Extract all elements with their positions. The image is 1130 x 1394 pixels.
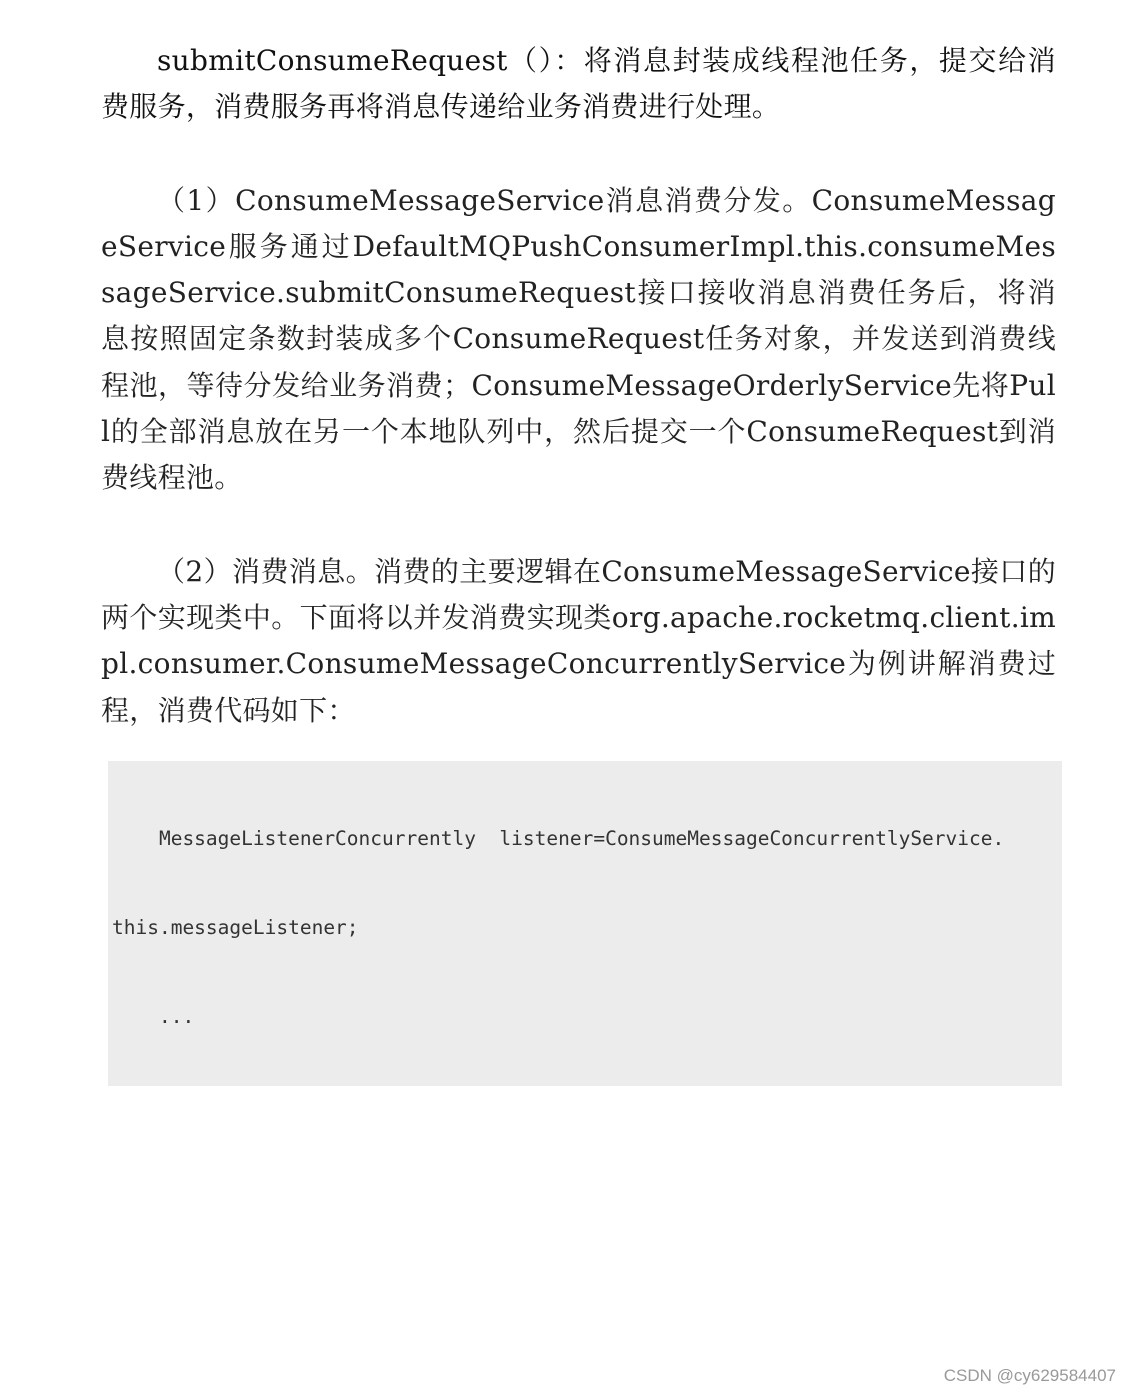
code-line: MessageListenerConcurrently listener=ConsumeMessageConcurrentlyService. (112, 827, 1005, 851)
paragraph-spacer (101, 131, 1056, 178)
paragraph-consume-message: （2）消费消息。消费的主要逻辑在ConsumeMessageService接口的两个实现类中。下面将以并发消费实现类org.apache.rocketmq.client.impl.consumer.ConsumeMessageConcurrentlyService为例讲解消费过程，消费代码如下： (101, 554, 1056, 727)
paragraph-consume-message-service: （1）ConsumeMessageService消息消费分发。ConsumeMessageService服务通过DefaultMQPushConsumerImpl.this.consumeMessageService.submitConsumeRequest接口接收消息消费任务后，将消息按照固定条数封装成多个ConsumeRequest任务对象，并发送到消费线程池，等待分发给业务消费；ConsumeMessageOrderlyService先将Pull的全部消息放在另一个本地队列中，然后提交一个ConsumeRequest到消费线程池。 (101, 183, 1056, 495)
csdn-watermark: CSDN @cy629584407 (943, 1366, 1116, 1385)
code-block (108, 761, 1062, 1086)
paragraph-submit-consume-request: submitConsumeRequest（）：将消息封装成线程池任务，提交给消费服务，消费服务再将消息传递给业务消费进行处理。 (101, 44, 1056, 124)
document-body (101, 38, 1056, 734)
paragraph-spacer (101, 502, 1056, 549)
code-line: this.messageListener; (112, 915, 359, 939)
code-line: ... (112, 1004, 195, 1028)
